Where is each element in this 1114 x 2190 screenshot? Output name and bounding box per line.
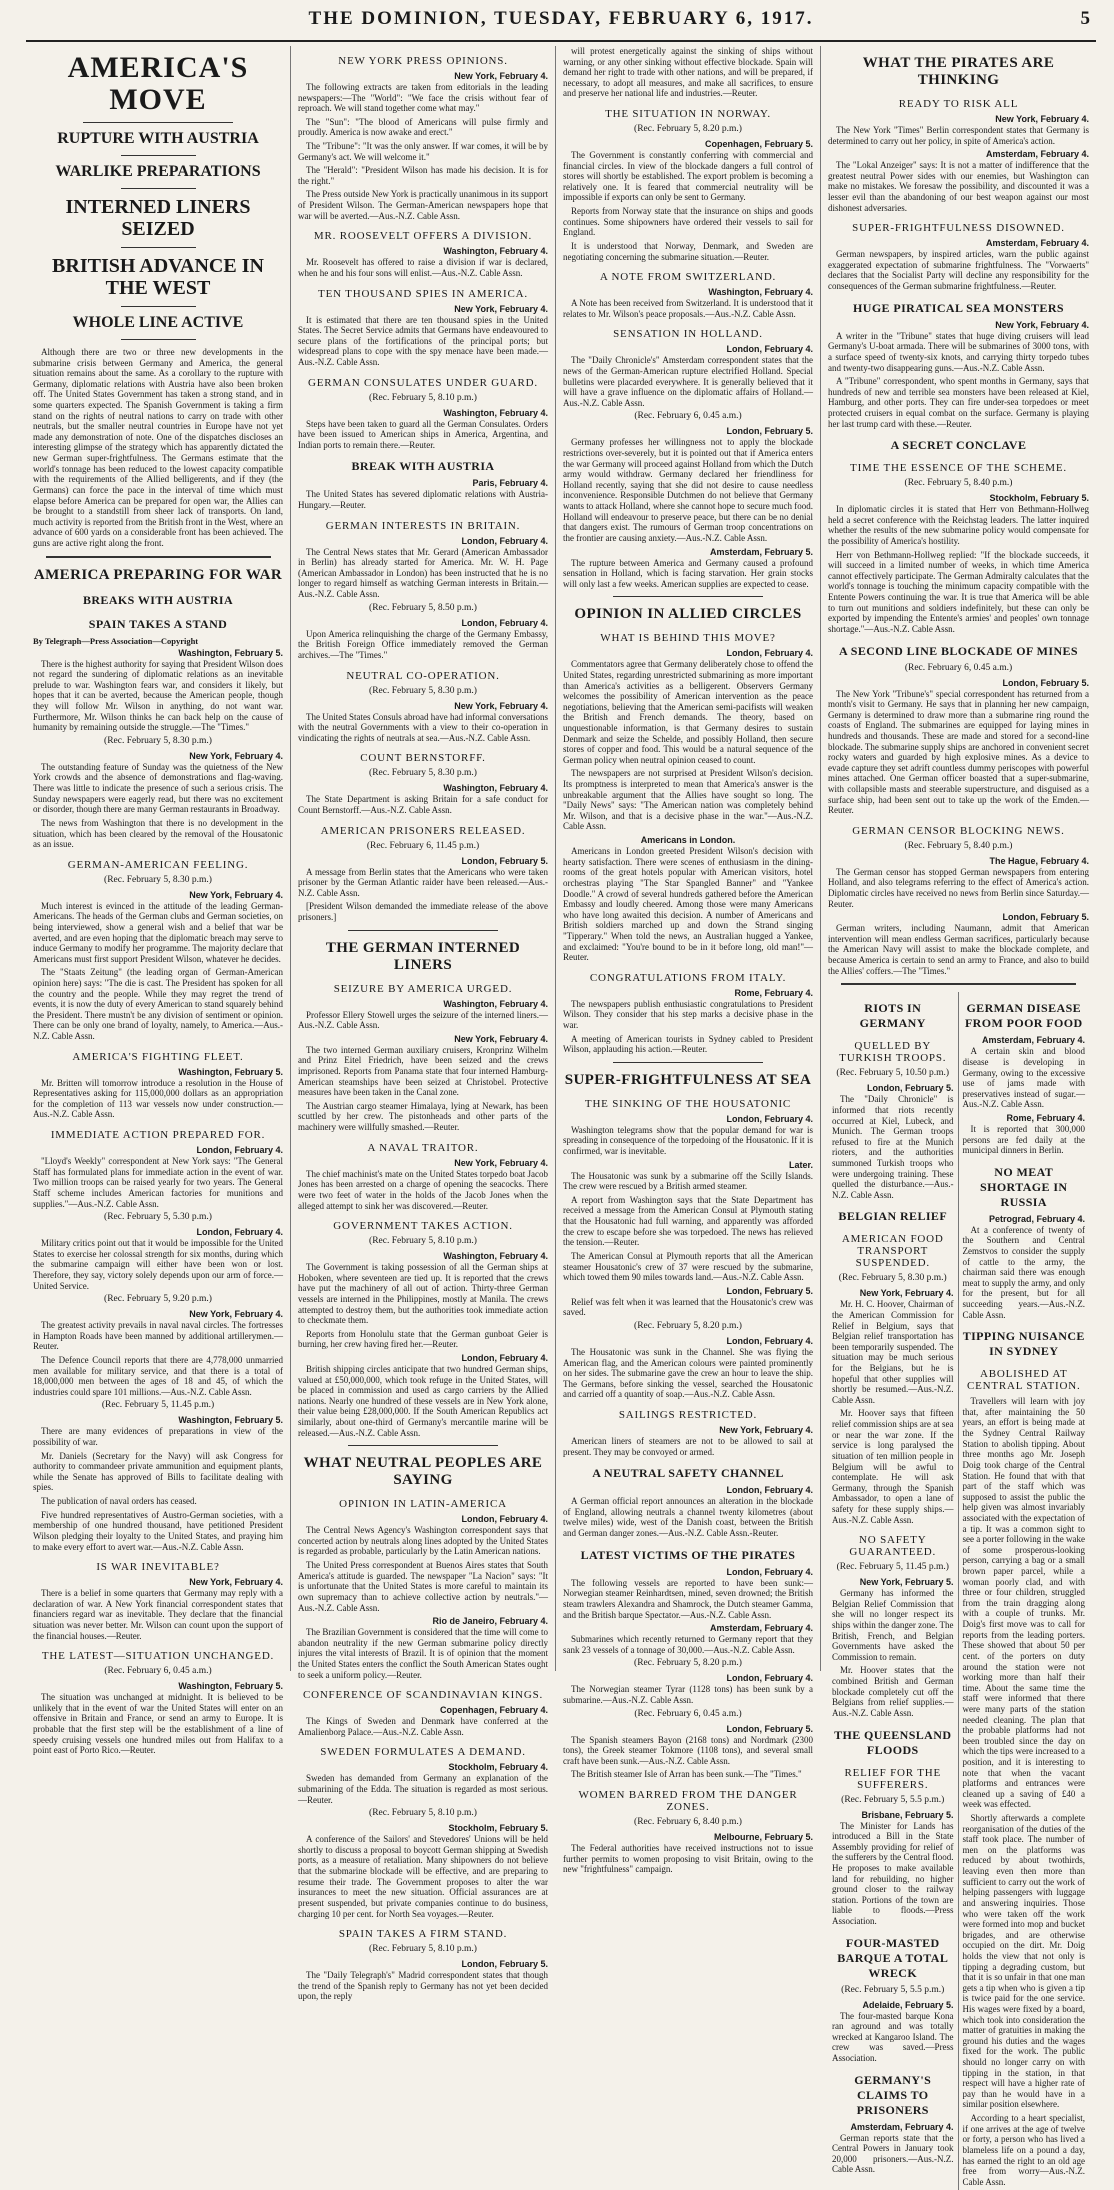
- section-head: SPAIN TAKES A FIRM STAND.: [338, 1928, 508, 1941]
- section-head: NO SAFETY GUARANTEED.: [849, 1534, 937, 1559]
- dateline: Adelaide, February 5.: [862, 1999, 954, 2010]
- paragraph: Mr. Roosevelt has offered to raise a division if war is declared, when he and his four sons will enlist.—Aus.-N.Z. Cable Assn.: [298, 257, 548, 278]
- paragraph: There is the highest authority for saying that President Wilson does not regard the sundering of diplomatic relations as an inevitable prelude to war. Washington fears war, and considers it likely, but hopes that it can be averted, because the American people, though they will follow Mr. Wilson in anything, do not want war. Furthermore, Mr. Wilson thinks he can back help on the cause of humanity by remaining outside the struggle.—The "Times.": [33, 658, 283, 733]
- section-subhead: OPINION IN LATIN-AMERICA: [339, 1498, 507, 1511]
- section-head: SWEDEN FORMULATES A DEMAND.: [320, 1746, 526, 1759]
- paragraph: Much interest is evinced in the attitude of the leading German-Americans. The heads of the German clubs and German societies, on being interviewed, show a general wish and a belief that war be averted, and are even hoping that the diplomatic breach may serve to induce Germany to modify her programme. The majority declare that Americans must first support President Wilson, whatever he decides.: [33, 900, 283, 964]
- paragraph: The New York "Times" Berlin correspondent states that Germany is determined to carry out her policy, in spite of America's action.: [828, 125, 1089, 146]
- paragraph: Germany has informed the Belgian Relief Commission that she will no longer respect its ships within the danger zone. The British, French, and Belgian Governments have asked the Commission to remain.: [832, 1588, 954, 1662]
- dateline: London, February 4.: [461, 617, 548, 628]
- section-head: COUNT BERNSTORFF.: [360, 752, 486, 765]
- dateline: London, February 5.: [726, 1285, 813, 1296]
- section-head: AMERICAN PRISONERS RELEASED.: [320, 824, 526, 837]
- paragraph: Germany professes her willingness not to apply the blockade restrictions over-severely, but it is pointed out that if America enters the war Germany will proceed against Holland from which the Dutch army would withdraw. Germany declared her friendliness for Holland recently, saying that she did not desire to cause needless inconvenience. Responsible Dutchmen do not believe that Germany wants to attack Holland, where she cannot hope to secure much food. Holland will endeavour to preserve peace, but there can be no denial that dangers exist. The rumours of German troop concentrations on the frontier are causing anxiety.—Aus.-N.Z. Cable Assn.: [563, 437, 813, 543]
- paragraph: The two interned German auxiliary cruisers, Kronprinz Wilhelm and Prinz Eitel Friedrich, have been seized and the crews imprisoned. Reports from Panama state that four interned Hamburg-American steamships have been seized at Christobel. Protective measures have been taken in the Canal zone.: [298, 1044, 548, 1098]
- dateline: London, February 5.: [1002, 912, 1089, 923]
- paragraph: The outstanding feature of Sunday was the quietness of the New York crowds and the absence of demonstrations and flag-waving. There was little to indicate the presence of such a serious crisis. The Sunday newspapers were eagerly read, but there was no excitement or disorder, though there are many German restaurants in Broadway.: [33, 761, 283, 815]
- headline: WARLIKE PREPARATIONS: [55, 163, 261, 180]
- dateline: Washington, February 4.: [443, 783, 548, 794]
- paragraph: The situation was unchanged at midnight. It is believed to be unlikely that in the event of war the United States will enter on an offensive in Britain and France, or send an army to Europe. It is probable that the first step will be the establishment of a line of speedy cruising vessels one hundred miles out from Halifax to a point east of Porto Rico.—Reuter.: [33, 1692, 283, 1756]
- dateline: London, February 4.: [461, 535, 548, 546]
- paragraph: Mr. Hoover says that fifteen relief commission ships are at sea or near the war zone. If the service is long paralysed the situation of ten million people in Belgium will be awful to contemplate. He will ask Germany, through the Spanish Ambassador, to open a lane of safety for these supply ships.—Aus.-N.Z. Cable Assn.: [832, 1408, 954, 1525]
- paragraph: There are many evidences of preparations in view of the possibility of war.: [33, 1426, 283, 1448]
- received-note: (Rec. February 5, 8.30 p.m.): [369, 768, 477, 779]
- section-head: WOMEN BARRED FROM THE DANGER ZONES.: [578, 1788, 798, 1813]
- section-subhead: ABOLISHED AT CENTRAL STATION.: [966, 1368, 1081, 1393]
- divider: [121, 247, 196, 248]
- section-head: NEUTRAL CO-OPERATION.: [346, 669, 500, 682]
- section-head: BREAK WITH AUSTRIA: [351, 459, 495, 474]
- dateline: New York, February 4.: [454, 1033, 548, 1044]
- paragraph: The four-masted barque Kona ran aground and was totally wrecked at Kangaroo Island. The crew was saved.—Press Association.: [832, 2010, 954, 2064]
- dateline: London, February 4.: [461, 1514, 548, 1525]
- section-subhead: TIME THE ESSENCE OF THE SCHEME.: [850, 462, 1067, 475]
- paragraph: A meeting of American tourists in Sydney cabled to President Wilson, applauding his action.—Reuter.: [563, 1033, 813, 1055]
- paragraph: German writers, including Naumann, admit that American intervention will mean endless German sacrifices, particularly because the American Navy will assist to make the blockade complete, and because America is certain to send an army to France, and also to build the Allies' coffers.—The "Times.": [828, 923, 1089, 976]
- section-head: CONGRATULATIONS FROM ITALY.: [589, 971, 787, 984]
- lead-paragraph: Although there are two or three new developments in the submarine crisis between Germany and America, the general situation remains about the same. As a corollary to the rupture with Germany, diplomatic relations with Austria have also been broken off. The United States Government has taken a strong stand, and in some quarters expected. The Spanish Government is taking a firm stand on the rights of neutral nations to carry on trade with other neutrals, but the smaller neutral countries in Europe have not yet made any demonstration of note. One of the dispatches discloses an interesting glimpse of the strategy which has apparently dictated the new German super-frightfulness. The Germans estimate that the world's tonnage has been reduced to the lowest capacity compatible with the requirements of the Allied belligerents, and if they (the Germans) can force the pace in the interval of time which must elapse before America can be prepared for open war, the Allies can be brought to a standstill from sheer lack of transports. On land, much activity is reported from the British front in the West, where an advance of 600 yards on a considerable front has been achieved. The guns are active right along the front.: [33, 347, 283, 548]
- divider: [348, 1445, 498, 1446]
- dateline: Washington, February 4.: [443, 998, 548, 1009]
- paragraph: The "Sun": "The blood of Americans will pulse firmly and proudly. America is now awake and erect.": [298, 116, 548, 138]
- section-head: GERMANY'S CLAIMS TO PRISONERS: [854, 2072, 932, 2117]
- paragraph: Sweden has demanded from Germany an explanation of the submarining of the Edda. The situation is regarded as most serious.—Reuter.: [298, 1773, 548, 1805]
- paragraph: Five hundred representatives of Austro-German societies, with a membership of one hundred thousand, have petitioned President Wilson pledging their loyalty to the United States, and praying him to make every effort to avert war.—Aus.-N.Z. Cable Assn.: [33, 1509, 283, 1552]
- section-subhead: AMERICAN FOOD TRANSPORT SUSPENDED.: [841, 1233, 944, 1270]
- dateline: New York, February 4.: [189, 750, 283, 761]
- paragraph: Mr. Hoover states that the combined British and German blockade completely cut off the Belgians from relief supplies.—Aus.-N.Z. Cable Assn.: [832, 1665, 954, 1718]
- section-head: AMERICA'S FIGHTING FLEET.: [72, 1050, 244, 1063]
- received-note: (Rec. February 6, 0.45 a.m.): [634, 1708, 742, 1719]
- dateline: Amsterdam, February 4.: [985, 238, 1089, 249]
- section-subhead: WHAT IS BEHIND THIS MOVE?: [600, 632, 776, 645]
- paragraph: A German official report announces an alteration in the blockade of England, allowing neutrals a channel twenty kilometres (about twelve miles) wide, west of the Danish coast, between the British and German danger zones.—Aus.-N.Z. Cable Assn.-Reuter.: [563, 1496, 813, 1539]
- received-note: (Rec. February 5, 9.20 p.m.): [104, 1294, 212, 1305]
- received-note: (Rec. February 5, 8.20 p.m.): [634, 1320, 742, 1331]
- section-head: THE QUEENSLAND FLOODS: [834, 1727, 952, 1757]
- column-1: [26, 46, 291, 1756]
- section-subhead: BREAKS WITH AUSTRIA: [82, 592, 234, 607]
- divider: [121, 339, 196, 340]
- received-note: (Rec. February 5, 5.30 p.m.): [104, 1212, 212, 1223]
- dateline: New York, February 4.: [454, 1157, 548, 1168]
- paragraph: The Central News Agency's Washington correspondent says that concerted action by neutrals along lines adopted by the United States is regarded as probable, particularly by the Latin American nations.: [298, 1525, 548, 1557]
- section-head: A SECOND LINE BLOCKADE OF MINES: [839, 643, 1078, 658]
- received-note: (Rec. February 5, 8.10 p.m.): [369, 1236, 477, 1247]
- received-note: (Rec. February 5, 11.45 p.m.): [836, 1562, 949, 1573]
- section-subhead: SEIZURE BY AMERICA URGED.: [333, 982, 513, 995]
- paragraph: The Federal authorities have received instructions not to issue further permits to women proposing to visit Britain, owing to the new "frightfulness" campaign.: [563, 1842, 813, 1875]
- dateline: London, February 5.: [1002, 677, 1089, 688]
- paragraph: Upon America relinquishing the charge of the Germany Embassy, the British Foreign Office immediately removed the German archives.—The "Times.": [298, 628, 548, 660]
- dateline: Brisbane, February 5.: [861, 1809, 954, 1820]
- dateline: Melbourne, February 5.: [713, 1831, 813, 1842]
- paragraph: The State Department is asking Britain for a safe conduct for Count Bernstorff.—Aus.-N.Z. Cable Assn.: [298, 794, 548, 815]
- dateline: Amsterdam, February 4.: [850, 2121, 954, 2132]
- dateline: London, February 5.: [866, 1083, 954, 1094]
- paragraph: [President Wilson demanded the immediate release of the above prisoners.]: [298, 901, 548, 922]
- section-head: NEW YORK PRESS OPINIONS.: [338, 55, 508, 67]
- dateline: Washington, February 5.: [178, 1066, 283, 1077]
- paragraph: The rupture between America and Germany caused a profound sensation in Holland, which is facing starvation. Her grain stocks will only last a few weeks. American supplies are expected to cease.: [563, 557, 813, 589]
- divider: [121, 188, 196, 189]
- paragraph: American liners of steamers are not to be allowed to sail at present. They may be convoyed or armed.: [563, 1436, 813, 1457]
- section-head: GERMAN-AMERICAN FEELING.: [67, 858, 249, 871]
- paragraph: A Note has been received from Switzerland. It is understood that it relates to Mr. Wilson's peace proposals.—Aus.-N.Z. Cable Assn.: [563, 298, 813, 319]
- section-subhead: QUELLED BY TURKISH TROOPS.: [839, 1040, 947, 1065]
- received-note: (Rec. February 5, 8.50 p.m.): [369, 602, 477, 613]
- received-note: (Rec. February 5, 5.5 p.m.): [841, 1794, 945, 1805]
- dateline: London, February 4.: [461, 1353, 548, 1363]
- paragraph: "Lloyd's Weekly" correspondent at New York says: "The General Staff has formulated plans for immediate action in the event of war. Two million troops can be raised yearly for two years. The General Staff scheme includes American factories for munitions and supplies."—Aus.-N.Z. Cable Assn.: [33, 1156, 283, 1209]
- received-note: (Rec. February 5, 8.40 p.m.): [904, 478, 1013, 489]
- dateline: London, February 4.: [726, 1673, 813, 1684]
- divider: [46, 556, 271, 558]
- section-head: NO MEAT SHORTAGE IN RUSSIA: [980, 1164, 1068, 1209]
- headline-main: AMERICA'S MOVE: [67, 51, 249, 116]
- paragraph: Reports from Norway state that the insurance on ships and goods continues. Some shipowners have ordered their vessels to sail for England.: [563, 206, 813, 238]
- divider: [841, 983, 1076, 985]
- dateline: London, February 5.: [726, 426, 813, 437]
- dateline: New York, February 5.: [859, 1577, 954, 1588]
- section-subhead: READY TO RISK ALL: [898, 98, 1019, 110]
- received-note: (Rec. February 6, 0.45 a.m.): [104, 1666, 212, 1677]
- paragraph: The following vessels are reported to have been sunk:—Norwegian steamer Reinhardtsen, mined, seven drowned; the British steam trawlers Alexandra and Shamrock, the Dutch steamer Gamma, and the British barque Spectator.—Aus.-N.Z. Cable Assn.: [563, 1577, 813, 1620]
- paragraph: The Austrian cargo steamer Himalaya, lying at Newark, has been scuttled by her crew. The pistonheads and other parts of the machinery were willfully smashed.—Reuter.: [298, 1100, 548, 1133]
- paragraph: The Minister for Lands has introduced a Bill in the State Assembly providing for relief of the sufferers by the Central flood. He proposes to make available land for rebuilding, no higher ground closer to the railway station. Portions of the town are liable to floods.—Press Association.: [832, 1820, 954, 1926]
- section-head: IS WAR INEVITABLE?: [96, 1561, 220, 1574]
- paragraph: The "Daily Chronicle" is informed that riots recently occurred at Kiel, Lubeck, and Munich. The German troops refused to fire at the Munich rioters, and the authorities summoned Turkish troops who were undergoing training. These quelled the disturbance.—Aus.-N.Z. Cable Assn.: [832, 1094, 954, 1200]
- section-head: FOUR-MASTED BARQUE A TOTAL WRECK: [837, 1935, 949, 1980]
- section-head: IMMEDIATE ACTION PREPARED FOR.: [50, 1129, 266, 1142]
- paragraph: The "Daily Chronicle's" Amsterdam correspondent states that the news of the German-American rupture electrified Holland. Special bulletins were placarded everywhere. It is generally believed that it will have a grave influence on the diplomatic affairs of Holland.—Aus.-N.Z. Cable Assn.: [563, 355, 813, 408]
- section-head: SUPER-FRIGHTFULNESS AT SEA: [564, 1071, 812, 1088]
- dateline: New York, February 4.: [189, 889, 283, 900]
- section-head: A NEUTRAL SAFETY CHANNEL: [592, 1466, 784, 1481]
- dateline: Washington, February 5.: [178, 1681, 283, 1692]
- dateline: Copenhagen, February 4.: [439, 1705, 548, 1716]
- paragraph: Steps have been taken to guard all the German Consulates. Orders have been issued to American ships in America, Argentina, and Indian ports to remain there.—Reuter.: [298, 418, 548, 450]
- dateline: London, February 4.: [726, 648, 813, 659]
- received-note: (Rec. February 6, 0.45 a.m.): [904, 662, 1013, 673]
- section-subhead: THE SINKING OF THE HOUSATONIC: [584, 1097, 792, 1110]
- dateline: Paris, February 4.: [472, 478, 548, 489]
- dateline: London, February 4.: [726, 344, 813, 355]
- paragraph: The chief machinist's mate on the United States torpedo boat Jacob Jones has been arrested on a charge of opening the seacocks. There were two feet of water in the holds of the Jacob Jones when the alleged attempt to sink her was discovered.—Reuter.: [298, 1168, 548, 1211]
- paragraph: The "Staats Zeitung" (the leading organ of German-American opinion here) says: "The die is cast. The President has spoken for all the country and the people. While they may regret the trend of events, it is now the duty of every American to stand squarely behind the President. There mustn't be any division of sentiment or opinion. There can be only one brand of loyalty, namely, to America.—Aus.-N.Z. Cable Assn.: [33, 967, 283, 1042]
- section-head: THE LATEST—SITUATION UNCHANGED.: [41, 1650, 275, 1663]
- dateline: New York, February 4.: [189, 1309, 283, 1320]
- paragraph: It is estimated that there are ten thousand spies in the United States. The Secret Service admits that Germans have endeavoured to secure plans of the fortifications of the principal ports; but widespread plans to cope with the spy menace have been made.—Aus.-N.Z. Cable Assn.: [298, 314, 548, 367]
- section-head: WHAT NEUTRAL PEOPLES ARE SAYING: [303, 1455, 543, 1489]
- paragraph: Herr von Bethmann-Hollweg replied: "If the blockade succeeds, it will succeed in a limited number of weeks, in which time America cannot effectively participate. The German Admiralty calculates that the world's tonnage is touching the minimum capacity compatible with the Entente Powers continuing the war. It is true that America will be able to turn out munitions and soldiers indefinitely, but these can only be exported by impending the Entente's armies' and peoples' own tonnage shortage."—Aus.-N.Z. Cable Assn.: [828, 549, 1089, 634]
- paragraph: The publication of naval orders has ceased.: [41, 1496, 197, 1507]
- section-subhead: SPAIN TAKES A STAND: [88, 616, 228, 631]
- paragraph: The United States Consuls abroad have had informal conversations with the neutral Governments with a view to their co-operation in vindicating the rights of neutrals at sea.—Aus.-N.Z. Cable Assn.: [298, 711, 548, 743]
- dateline: Amsterdam, February 4.: [985, 149, 1089, 160]
- paragraph: The Brazilian Government is considered that the time will come to abandon neutrality if the new German submarine policy directly injures the vital interests of Brazil. It is of opinion that the moment the United States enters the conflict the South American States ought to seek a uniform policy.—Reuter.: [298, 1627, 548, 1680]
- dateline: New York, February 4.: [454, 303, 548, 314]
- divider: [83, 122, 233, 123]
- byline: By Telegraph—Press Association—Copyright: [33, 635, 199, 646]
- paragraph: A certain skin and blood disease is developing in Germany, owing to the excessive use of jams made with preservatives instead of sugar.—Aus.-N.Z. Cable Assn.: [962, 1046, 1085, 1110]
- dateline: Washington, February 4.: [443, 1251, 548, 1262]
- dateline: London, February 5.: [461, 855, 548, 866]
- paragraph: The "Daily Telegraph's" Madrid correspondent states that though the trend of the Spanish reply to Germany has not yet been decided upon, the reply: [298, 1970, 548, 2002]
- paragraph: A report from Washington says that the State Department has received a message from the American Consul at Plymouth stating that the Housatonic had full warning, and apparently was afforded the crew to escape before she was torpedoed. The news has relieved the tension.—Reuter.: [563, 1194, 813, 1248]
- section-head: SUPER-FRIGHTFULNESS DISOWNED.: [852, 222, 1065, 235]
- dateline: London, February 4.: [196, 1227, 283, 1238]
- received-note: (Rec. February 5, 8.30 p.m.): [838, 1273, 947, 1284]
- dateline: Stockholm, February 5.: [989, 493, 1089, 504]
- received-note: (Rec. February 5, 10.50 p.m.): [836, 1068, 950, 1079]
- paragraph: There is a belief in some quarters that Germany may reply with a declaration of war. A New York financial correspondent states that financiers regard war as inevitable. They declare that the financial situation was never better. Mr. Wilson can count upon the support of the financial houses.—Reuter.: [33, 1588, 283, 1641]
- paragraph: The German censor has stopped German newspapers from entering Holland, and also telegrams referring to the effect of America's action. Diplomatic circles have received no news from Berlin since Saturday.—Reuter.: [828, 866, 1089, 909]
- dateline: New York, February 4.: [995, 319, 1089, 330]
- dateline: Amsterdam, February 4.: [709, 1623, 813, 1634]
- paragraph: The "Tribune": "It was the only answer. If war comes, it will be by Germany's act. We will welcome it.": [298, 141, 548, 162]
- dateline: Washington, February 4.: [443, 246, 548, 257]
- dateline: New York, February 4.: [719, 1425, 813, 1436]
- paragraph: According to a heart specialist, if one arrives at the age of twelve or forty, a person who has lived a blameless life on a pound a day, has earned the right to an old age free from worry—Aus.-N.Z. Cable Assn.: [962, 2113, 1085, 2187]
- section-head: THE GERMAN INTERNED LINERS: [325, 939, 521, 973]
- divider: [613, 1062, 763, 1063]
- divider: [613, 596, 763, 597]
- paragraph: The Press outside New York is practically unanimous in its support of President Wilson. The German-American newspapers hope that war will be averted.—Aus.-N.Z. Cable Assn.: [298, 189, 548, 221]
- paragraph: A "Tribune" correspondent, who spent months in Germany, says that hundreds of new and terrible sea monsters have been released at Kiel, Hamburg, and other ports. They can fire under-sea torpedoes or meet protected cruisers in equal combat on the surface. Germany is playing her last trump card with these.—Reuter.: [828, 376, 1089, 429]
- section-head: SAILINGS RESTRICTED.: [618, 1409, 758, 1422]
- dateline: The Hague, February 4.: [989, 855, 1089, 866]
- paragraph: Mr. H. C. Hoover, Chairman of the American Commission for Relief in Belgium, says that Belgian relief transportation has been temporarily suspended. The situation may be much serious for the Belgians, but he is hopeful that other supplies will shortly be resumed.—Aus.-N.Z. Cable Assn.: [832, 1299, 954, 1405]
- dateline: New York, February 4.: [189, 1577, 283, 1588]
- section-subhead: RELIEF FOR THE SUFFERERS.: [844, 1766, 942, 1791]
- paragraph: It is understood that Norway, Denmark, and Sweden are negotiating concerning the submarine situation.—Reuter.: [563, 240, 813, 262]
- paragraph: At a conference of twenty of the Southern and Central Zemstvos to consider the supply of cattle to the army, the chairman said there was enough meat to supply the army, and only for the present, but for all succeeding years.—Aus.-N.Z. Cable Assn.: [962, 1224, 1085, 1320]
- section-head: BELGIAN RELIEF: [838, 1209, 948, 1224]
- paragraph: The United Press correspondent at Buenos Aires states that South America's attitude is guarded. The newspaper "La Nacion" says: "It is unfortunate that the United States is more careful to maintain its own supremacy than to achieve collective action by neutrals."—Aus.-N.Z. Cable Assn.: [298, 1560, 548, 1613]
- dateline: New York, February 4.: [995, 114, 1089, 124]
- section-head: WHAT THE PIRATES ARE THINKING: [862, 55, 1055, 88]
- sub-column-right: [959, 992, 1090, 2190]
- dateline: London, February 5.: [726, 1723, 813, 1734]
- section-head: GERMAN DISEASE FROM POOR FOOD: [964, 1001, 1083, 1031]
- paragraph: Military critics point out that it would be impossible for the United States to exercise her colossal strength for six months, during which the submarine campaign will either have been won or lost. Therefore, they say, victory solely depends upon our arm of force.—United Service.: [33, 1238, 283, 1291]
- divider: [121, 155, 196, 156]
- section-head: A NAVAL TRAITOR.: [367, 1141, 479, 1154]
- dateline: Petrograd, February 4.: [988, 1213, 1085, 1224]
- section-head: MR. ROOSEVELT OFFERS A DIVISION.: [313, 230, 533, 243]
- section-head: SENSATION IN HOLLAND.: [613, 328, 763, 341]
- received-note: (Rec. February 6, 11.45 p.m.): [366, 840, 480, 851]
- received-note: (Rec. February 5, 8.30 p.m.): [104, 874, 212, 885]
- headline: WHOLE LINE ACTIVE: [72, 314, 244, 331]
- dateline: Copenhagen, February 5.: [704, 139, 813, 150]
- dateline: London, February 4.: [196, 1145, 283, 1156]
- received-note: (Rec. February 5, 8.20 p.m.): [634, 124, 742, 135]
- received-note: (Rec. February 5, 8.20 p.m.): [634, 1658, 742, 1669]
- paragraph: The Housatonic was sunk in the Channel. She was flying the American flag, and the American colours were painted prominently on her sides. The submarine gave the crew an hour to leave the ship. The Germans, before sinking the vessel, searched the Housatonic and carried off a quantity of soap.—Aus.-N.Z. Cable Assn.: [563, 1346, 813, 1400]
- headline: RUPTURE WITH AUSTRIA: [57, 130, 259, 147]
- dateline: London, February 4.: [726, 1566, 813, 1577]
- paragraph: A conference of the Sailors' and Stevedores' Unions will be held shortly to discuss a proposal to boycott German shipping at Swedish ports, as a measure of retaliation. Many shipowners do not believe that the submarine blockade will be effective, and are preparing to resume their trade. The Government proposes to alter the war insurances to meet the new situation. Official assurances are at present suspended, but private companies continue to do business, charging 10 per cent. for North Sea voyages.—Reuter.: [298, 1834, 548, 1919]
- received-note: (Rec. February 6, 0.45 a.m.): [634, 411, 742, 422]
- paragraph: Americans in London greeted President Wilson's decision with hearty satisfaction. There were scenes of enthusiasm in the dining-rooms of the great hotels popular with American visitors, hotel orchestras playing "The Star Spangled Banner" and "Yankee Doodle." A crowd of several hundreds gathered before the American Embassy and loudly cheered. Among those were many Americans who have long awaited this decision. A number of Americans and British soldiers marched up and down the Strand singing "Tipperary." When told the news, an Australian hugged a Yankee, and exclaimed: "You're bound to be in it before long, old man!"—Reuter.: [563, 846, 813, 963]
- dateline: New York, February 4.: [859, 1288, 954, 1299]
- received-note: (Rec. February 5, 8.10 p.m.): [369, 1808, 477, 1819]
- received-note: (Rec. February 5, 8.10 p.m.): [369, 1944, 477, 1955]
- paragraph: The Government is constantly conferring with commercial and financial circles. In view of the blockade dangers a full control of stores will shortly be established. The export problem is becoming a relatively one. It is feared that commercial neutrality will be impossible if exports can only be sent to Germany.: [563, 150, 813, 203]
- dateline: Later.: [788, 1159, 813, 1170]
- paragraph: The greatest activity prevails in naval naval circles. The fortresses in Hampton Roads have been manned by additional artillerymen.—Reuter.: [33, 1320, 283, 1352]
- dateline: Amsterdam, February 4.: [981, 1035, 1085, 1046]
- dateline: London, February 4.: [726, 1485, 813, 1496]
- column-2: [291, 46, 556, 2002]
- section-head: GERMAN INTERESTS IN BRITAIN.: [325, 519, 521, 532]
- paragraph: Washington telegrams show that the popular demand for war is spreading in consequence of the torpedoing of the Housatonic. If it is confirmed, war is inevitable.: [563, 1124, 813, 1157]
- masthead: [26, 0, 1096, 42]
- paragraph: Professor Ellery Stowell urges the seizure of the interned liners.—Aus.-N.Z. Cable Assn.: [298, 1009, 548, 1031]
- dateline: London, February 4.: [726, 1113, 813, 1124]
- dateline: Rio de Janeiro, February 4.: [432, 1616, 548, 1627]
- dateline: New York, February 4.: [454, 700, 548, 711]
- paragraph: Submarines which recently returned to Germany report that they sank 23 vessels of a tonnage of 30,000.—Aus.-N.Z. Cable Assn.: [563, 1634, 813, 1655]
- paragraph: German newspapers, by inspired articles, warn the public against exaggerated expectation of submarine frightfulness. The "Vorwaerts" declares that the Socialist Party will decline any responsibility for the consequences of the German submarine frightfulness.—Reuter.: [828, 249, 1089, 292]
- section-head: LATEST VICTIMS OF THE PIRATES: [580, 1547, 796, 1562]
- paragraph: The Defence Council reports that there are 4,778,000 unmarried men available for military service, and that there is a total of 18,000,000 men between the ages of 18 and 45, of which the industries could spare 101 millions.—Aus.-N.Z. Cable Assn.: [33, 1355, 283, 1397]
- dateline: Amsterdam, February 5.: [709, 546, 813, 557]
- paragraph: Shortly afterwards a complete reorganisation of the duties of the staff took place. The number of men on the platforms was reduced by about twothirds, leaving even then more than sufficient to carry out the work of helping passengers with luggage and answering inquiries. Those who were taken off the work were formed into mop and bucket brigades, and are otherwise occupied on the dirt. Mr. Doig holds the view that not only is tipping a degrading custom, but that it is so unfair in that one man gets a tip when who is given a tip is twice paid for the one service. His wages were fixed by a board, which took into consideration the matter of gratuities in making the ground his duties and the wages fixed for the work. The public should no longer carry on with tipping in the station, in that respect will have a higher rate of pay than he would have in a similar position elsewhere.: [962, 1813, 1085, 2110]
- section-head: RIOTS IN GERMANY: [859, 1001, 926, 1031]
- divider: [348, 930, 498, 931]
- received-note: (Rec. February 5, 8.40 p.m.): [904, 840, 1013, 851]
- paragraph: Mr. Britten will tomorrow introduce a resolution in the House of Representatives asking for 115,000,000 dollars as an appropriation for the completion of 113 war vessels now under construction.—Aus.-N.Z. Cable Assn.: [33, 1077, 283, 1120]
- paragraph: The "Lokal Anzeiger" says: It is not a matter of indifference that the greatest neutral Power sides with our enemies, but Washington can make no mistakes. We foresaw the possibility, and discounted it was a lesser evil than the abandoning of our best weapon against our most dishonest adversaries.: [828, 160, 1089, 213]
- sub-column-left: [828, 992, 959, 2190]
- section-head: GOVERNMENT TAKES ACTION.: [333, 1220, 513, 1233]
- section-head: A SECRET CONCLAVE: [890, 438, 1027, 453]
- paragraph: The newspapers publish enthusiastic congratulations to President Wilson. They consider that his step marks a decisive phase in the war.: [563, 998, 813, 1030]
- received-note: (Rec. February 6, 8.40 p.m.): [634, 1816, 742, 1827]
- paragraph: The New York "Tribune's" special correspondent has returned from a month's visit to Germany. He says that in planning her new campaign, Germany is determined to draw more than a submarine ring round the coasts of England. The submarines are equipped for laying mines in hundreds and thousands. These are made and stored for a second-line blockade. The submarine supply ships are anchored in convenient secret rocky waters and guarded by high explosive mines. As a device to evade capture they set adrift countless dummy periscopes with powerful mines attached. One German officer boasted that a super-submarine, with collapsible masts and steerable superstructure, and disguised as a surface ship, had been sent out to take up the work of the Emden.—Reuter.: [828, 688, 1089, 816]
- dateline: Rome, February 4.: [734, 987, 813, 998]
- paragraph: Relief was felt when it was learned that the Housatonic's crew was saved.: [563, 1296, 813, 1318]
- section-head: AMERICA PREPARING FOR WAR: [33, 566, 283, 583]
- section-head: TIPPING NUISANCE IN SYDNEY: [962, 1329, 1085, 1359]
- page-number: 5: [1080, 8, 1090, 29]
- dateline: Stockholm, February 5.: [448, 1823, 548, 1834]
- dateline: Washington, February 4.: [708, 287, 813, 298]
- section-head: A NOTE FROM SWITZERLAND.: [599, 271, 777, 284]
- paragraph: A writer in the "Tribune" states that huge diving cruisers will lead Germany's U-boat armada. There will be submarines of 3000 tons, with a surface speed of twenty-six knots, and carrying thirty torpedo tubes and twenty-two disappearing guns.—Aus.-N.Z. Cable Assn.: [828, 330, 1089, 373]
- paragraph: The newspapers are not surprised at President Wilson's decision. Its promptness is interpreted to mean that America's answer is the unbreakable argument that the Allies have sought so long. The "Daily News" says: "The American nation was completely behind Mr. Wilson, and that is a decisive phase in the war."—Aus.-N.Z. Cable Assn.: [563, 768, 813, 832]
- section-head: THE SITUATION IN NORWAY.: [605, 108, 771, 121]
- paragraph: Reports from Honolulu state that the German gunboat Geier is burning, her crew having fired her.—Reuter.: [298, 1328, 548, 1350]
- paragraph: The news from Washington that there is no development in the situation, which has been cleared by the removal of the Housatonic as an issue.: [33, 817, 283, 850]
- dateline: Washington, February 4.: [443, 407, 548, 418]
- dateline: Rome, February 4.: [1006, 1112, 1085, 1123]
- headline: INTERNED LINERS SEIZED: [65, 196, 251, 240]
- dateline: Washington, February 5.: [178, 647, 283, 658]
- section-head: GERMAN CENSOR BLOCKING NEWS.: [852, 824, 1065, 837]
- paragraph: The Government is taking possession of all the German ships at Hoboken, where seventeen are tied up. It is reported that the crews have put the machinery of all out of action. Thirty-three German vessels are interned in the Philippines, mostly at Manila. The crews attempted to destroy them, but the authorities took immediate action to checkmate them.: [298, 1262, 548, 1326]
- section-head: OPINION IN ALLIED CIRCLES: [574, 606, 802, 623]
- paragraph: Mr. Daniels (Secretary for the Navy) will ask Congress for authority to commandeer private ammunition and equipment plants, while the Senate has approved of Bills to facilitate dealing with spies.: [33, 1450, 283, 1493]
- paragraph: The Spanish steamers Bayon (2168 tons) and Nordmark (2300 tons), the Greek steamer Tokmore (1108 tons), and several small craft have been sunk.—Aus.-N.Z. Cable Assn.: [563, 1734, 813, 1766]
- paragraph: The following extracts are taken from editorials in the leading newspapers:—The "World": "We face the crisis without fear of reproach. We will stand together come what may.": [298, 82, 548, 114]
- section-head: HUGE PIRATICAL SEA MONSTERS: [853, 300, 1064, 315]
- section-head: CONFERENCE OF SCANDINAVIAN KINGS.: [302, 1689, 544, 1702]
- paragraph: The British steamer Isle of Arran has been sunk.—The "Times.": [571, 1769, 802, 1780]
- paragraph: The Norwegian steamer Tyrar (1128 tons) has been sunk by a submarine.—Aus.-N.Z. Cable Assn.: [563, 1684, 813, 1705]
- dateline: London, February 5.: [461, 1959, 548, 1970]
- paragraph: The Housatonic was sunk by a submarine off the Scilly Islands. The crew were rescued by a British armed steamer.: [563, 1170, 813, 1192]
- paragraph: The American Consul at Plymouth reports that all the American steamer Housatonic's crew of 37 were rescued by the submarine, which towed them 90 miles towards land.—Aus.-N.Z. Cable Assn.: [563, 1250, 813, 1283]
- subhead: Americans in London.: [640, 835, 736, 846]
- masthead-title: THE DOMINION, TUESDAY, FEBRUARY 6, 1917.: [308, 8, 814, 29]
- paragraph: A message from Berlin states that the Americans who were taken prisoner by the German Atlantic raider have been released.—Aus.-N.Z. Cable Assn.: [298, 866, 548, 898]
- section-head: GERMAN CONSULATES UNDER GUARD.: [308, 376, 538, 389]
- column-4: [821, 46, 1096, 2187]
- paragraph: German reports state that the Central Powers in January took 20,000 prisoners.—Aus.-N.Z. Cable Assn.: [832, 2132, 954, 2175]
- column-3: [556, 46, 821, 1875]
- paragraph: The United States has severed diplomatic relations with Austria-Hungary.—Reuter.: [298, 489, 548, 511]
- paragraph: Commentators agree that Germany deliberately chose to offend the United States, regarding unrestricted submarining as more important than America's activities as a belligerent. Observers Germany welcomes the possibility of American intervention as the peace negotiations, believing that the American semi-pacifists will weaken the British and French demands. The theory, based on unquestionable information, is that Germany desires to sustain Denmark and seize the Schelde, and possibly Holland, then secure stores of copper and food. This would be a natural sequence of the German policy when neutral opinion ceased to count.: [563, 659, 813, 765]
- paragraph: Travellers will learn with joy that, after maintaining the 50 years, an effort is being made at the Sydney Central Railway Station to abolish tipping. About three months ago Mr. Joseph Doig took charge of the Central Station. He found that with that part of the staff which was supposed to assist the public the help given was almost invariably associated with the expectation of a tip. It was a common sight to see a porter following in the wake of some prosperous-looking person, carrying a bag or a small brown paper parcel, while a woman poorly clad, and with three or four children, struggled from the train dragging along with a couple of trunks. Mr. Doig's first move was to call for reports from the leading porters. These showed that about 50 per cent. of the porters on duty around the station were not working more than half their time. About the same time the staff were informed that there were many parts of the station needed cleaning. The plan that the probable platforms had not been troubled since the day on which the tips were increased to a position, and it is interesting to note that when the vacant platforms and entrances were cleaned up a saving of £40 a week was effected.: [962, 1396, 1085, 1810]
- divider: [121, 306, 196, 307]
- dateline: Stockholm, February 4.: [448, 1762, 548, 1773]
- paragraph: will protest energetically against the sinking of ships without warning, or any other sinking without effective blockade. Spain will demand her right to trade with other nations, and will be prepared, if necessary, to adopt all measures, and make all sacrifices, to ensure and preserve her national life and industries.—Reuter.: [563, 46, 813, 99]
- received-note: (Rec. February 5, 11.45 p.m.): [101, 1400, 215, 1411]
- paragraph: It is reported that 300,000 persons are fed daily at the municipal dinners in Berlin.: [962, 1123, 1085, 1156]
- received-note: (Rec. February 5, 8.30 p.m.): [104, 735, 212, 746]
- paragraph: The Central News states that Mr. Gerard (American Ambassador in Berlin) has already started for America. Mr. W. H. Page (American Ambassador in London) has been instructed that he is no longer to regard himself as watching German interests in Britain.—Aus.-N.Z. Cable Assn.: [298, 546, 548, 600]
- headline: BRITISH ADVANCE IN THE WEST: [52, 255, 264, 299]
- section-head: TEN THOUSAND SPIES IN AMERICA.: [318, 287, 528, 300]
- paragraph: In diplomatic circles it is stated that Herr von Bethmann-Hollweg held a secret conference with the Reichstag leaders. The latter inquired whether the results of the new submarine policy would compensate for the possibility of America's hostility.: [828, 504, 1089, 547]
- dateline: New York, February 4.: [454, 71, 548, 81]
- received-note: (Rec. February 5, 5.5 p.m.): [841, 1984, 945, 1995]
- paragraph: British shipping circles anticipate that two hundred German ships, valued at £50,000,000, which took refuge in the United States, will be placed in commission and used as cargo carriers by the Allied nations. Nearly one hundred of these vessels are in New York alone, their value being £28,000,000. If the South American Republics act similarly, about one-third of Germany's mercantile marine will be released.—Aus.-N.Z. Cable Assn.: [298, 1364, 548, 1438]
- sub-columns: [828, 992, 1089, 2190]
- received-note: (Rec. February 5, 8.10 p.m.): [369, 392, 477, 403]
- paragraph: The Kings of Sweden and Denmark have conferred at the Amalienborg Palace.—Aus.-N.Z. Cable Assn.: [298, 1716, 548, 1737]
- received-note: (Rec. February 5, 8.30 p.m.): [369, 685, 477, 696]
- columns: [26, 46, 1096, 2187]
- dateline: London, February 4.: [726, 1335, 813, 1346]
- dateline: Washington, February 5.: [178, 1415, 283, 1426]
- paragraph: The "Herald": "President Wilson has made his decision. It is for the right.": [298, 165, 548, 186]
